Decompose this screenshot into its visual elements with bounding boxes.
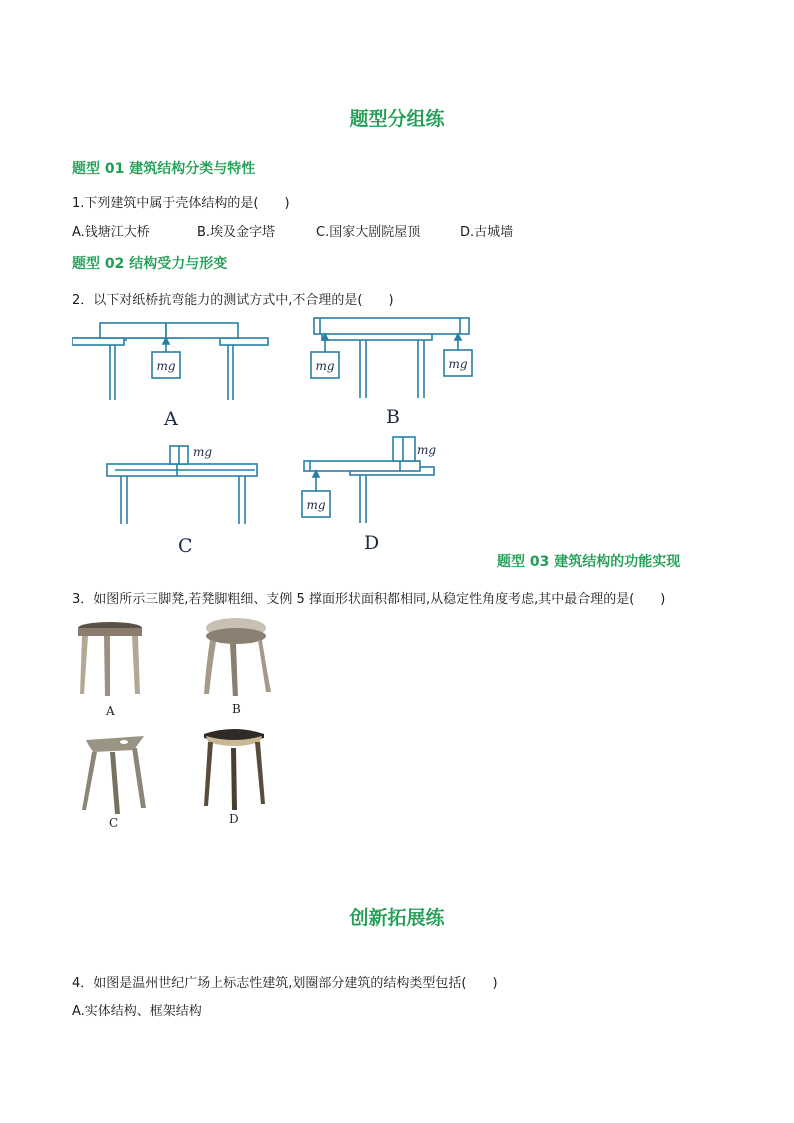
- bridge-test-diagram-c: [105, 440, 270, 530]
- figure-label-c: C: [178, 535, 193, 557]
- figure-label-d: D: [364, 532, 380, 554]
- question-1-option-c: C.国家大剧院屋顶: [316, 225, 421, 240]
- section-title-group-practice: 题型分组练: [349, 108, 445, 130]
- stool-photo-d: [200, 724, 268, 810]
- question-4-stem: 4．如图是温州世纪广场上标志性建筑,划圈部分建筑的结构类型包括( ): [72, 976, 498, 991]
- question-1-option-a: A.钱塘江大桥: [72, 225, 150, 240]
- mg-label: mg: [156, 359, 176, 373]
- question-1-option-b: B.埃及金字塔: [197, 225, 276, 240]
- stool-photo-c: [80, 730, 150, 815]
- mg-label: mg: [193, 445, 213, 459]
- subhead-type-01: 题型 01 建筑结构分类与特性: [72, 161, 256, 177]
- mg-label: mg: [306, 498, 326, 512]
- stool-label-c: C: [109, 816, 119, 830]
- subhead-type-02: 题型 02 结构受力与形变: [72, 256, 228, 272]
- figure-label-b: B: [386, 406, 400, 428]
- mg-label: mg: [417, 443, 437, 457]
- mg-label: mg: [448, 357, 468, 371]
- question-1-option-d: D.古城墙: [460, 225, 514, 240]
- stool-label-d: D: [229, 812, 239, 826]
- subhead-type-03: 题型 03 建筑结构的功能实现: [497, 554, 681, 570]
- stool-label-b: B: [232, 702, 241, 716]
- bridge-test-diagram-b: [300, 314, 480, 414]
- question-2-stem: 2．以下对纸桥抗弯能力的测试方式中,不合理的是( ): [72, 293, 394, 308]
- question-3-stem: 3．如图所示三脚凳,若凳脚粗细、支例 5 撑面形状面积都相同,从稳定性角度考虑,其中最合理的是( ): [72, 592, 666, 607]
- stool-photo-a: [74, 618, 146, 698]
- stool-photo-b: [200, 616, 272, 696]
- question-4-option-a: A.实体结构、框架结构: [72, 1004, 202, 1019]
- stool-label-a: A: [106, 704, 115, 718]
- figure-label-a: A: [164, 408, 178, 430]
- question-1-stem: 1.下列建筑中属于壳体结构的是( ): [72, 196, 290, 211]
- mg-label: mg: [315, 359, 335, 373]
- section-title-innovation: 创新拓展练: [349, 907, 445, 929]
- bridge-test-diagram-d: [300, 433, 460, 533]
